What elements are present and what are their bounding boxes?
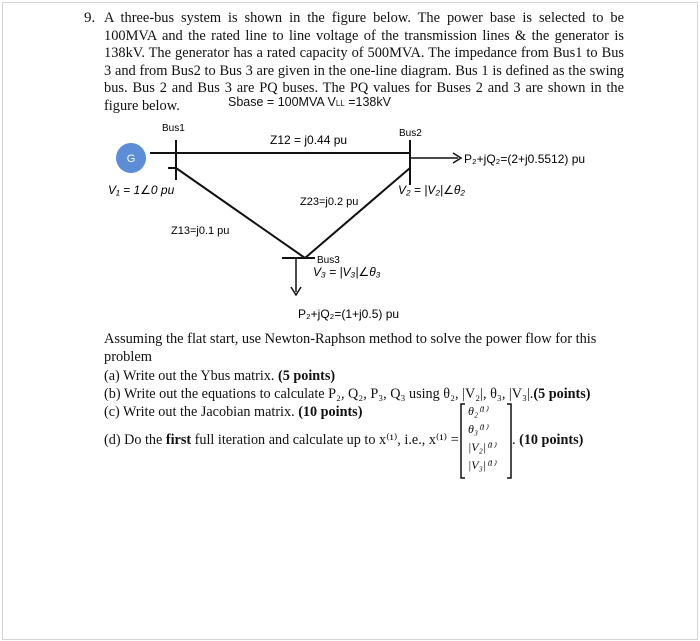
generator-label: G bbox=[126, 153, 136, 165]
vector-v2: |V₂|⁽¹⁾ bbox=[468, 440, 496, 454]
iteration-vector bbox=[460, 402, 510, 478]
problem-intro: A three-bus system is shown in the figure below. The power base is selected to be 100MVA and the rated line to line voltage of the transmission lines & the generator is 138kV. The generator has a rated capacity of 500MVA. The impedance from Bus1 to Bus 3 and from Bus2 to Bus 3 are given in the one-line diagram. Bus 1 is defined as the swing bus. Bus 2 and Bus 3 are PQ buses. The PQ values for Buses 2 and 3 are shown in the figure below. bbox=[104, 10, 624, 114]
question-c: (c) Write out the Jacobian matrix. (10 points) bbox=[104, 404, 363, 420]
questions-intro: Assuming the flat start, use Newton-Raphson method to solve the power flow for this problem bbox=[104, 331, 597, 365]
line-2-3 bbox=[305, 168, 410, 258]
v2-label: V₂ = |V₂|∠θ₂ bbox=[398, 183, 465, 197]
question-d-points: . (10 points) bbox=[512, 432, 584, 448]
bus1-label: Bus1 bbox=[162, 123, 185, 134]
vector-theta2: θ₂⁽¹⁾ bbox=[468, 404, 488, 418]
load2-label: P₂+jQ₂=(2+j0.5512) pu bbox=[464, 152, 586, 166]
load3-label: P₂+jQ₂=(1+j0.5) pu bbox=[298, 307, 400, 321]
line-1-3 bbox=[176, 168, 305, 258]
z12-label: Z12 = j0.44 pu bbox=[270, 133, 348, 147]
z23-label: Z23=j0.2 pu bbox=[300, 196, 359, 208]
question-d: (d) Do the first full iteration and calculate up to x⁽¹⁾, i.e., x⁽¹⁾ = bbox=[104, 432, 459, 448]
question-b: (b) Write out the equations to calculate P₂, Q₂, P₃, Q₃ using θ₂, |V₂|, θ₃, |V₃|.(5 points) bbox=[104, 386, 591, 402]
vector-theta3: θ₃⁽¹⁾ bbox=[468, 422, 488, 436]
z13-label: Z13=j0.1 pu bbox=[171, 225, 230, 237]
bus2-label: Bus2 bbox=[399, 128, 422, 139]
vector-v3: |V₃|⁽¹⁾ bbox=[468, 458, 496, 472]
bus3-label: Bus3 bbox=[317, 255, 340, 266]
question-a: (a) Write out the Ybus matrix. (5 points) bbox=[104, 368, 336, 384]
v1-label: V₁ = 1∠0 pu bbox=[108, 183, 175, 197]
sbase-label: Sbase = 100MVA VLL =138kV bbox=[228, 95, 391, 109]
v3-label: V₃ = |V₃|∠θ₃ bbox=[313, 265, 381, 279]
problem-number: 9. bbox=[84, 10, 96, 26]
